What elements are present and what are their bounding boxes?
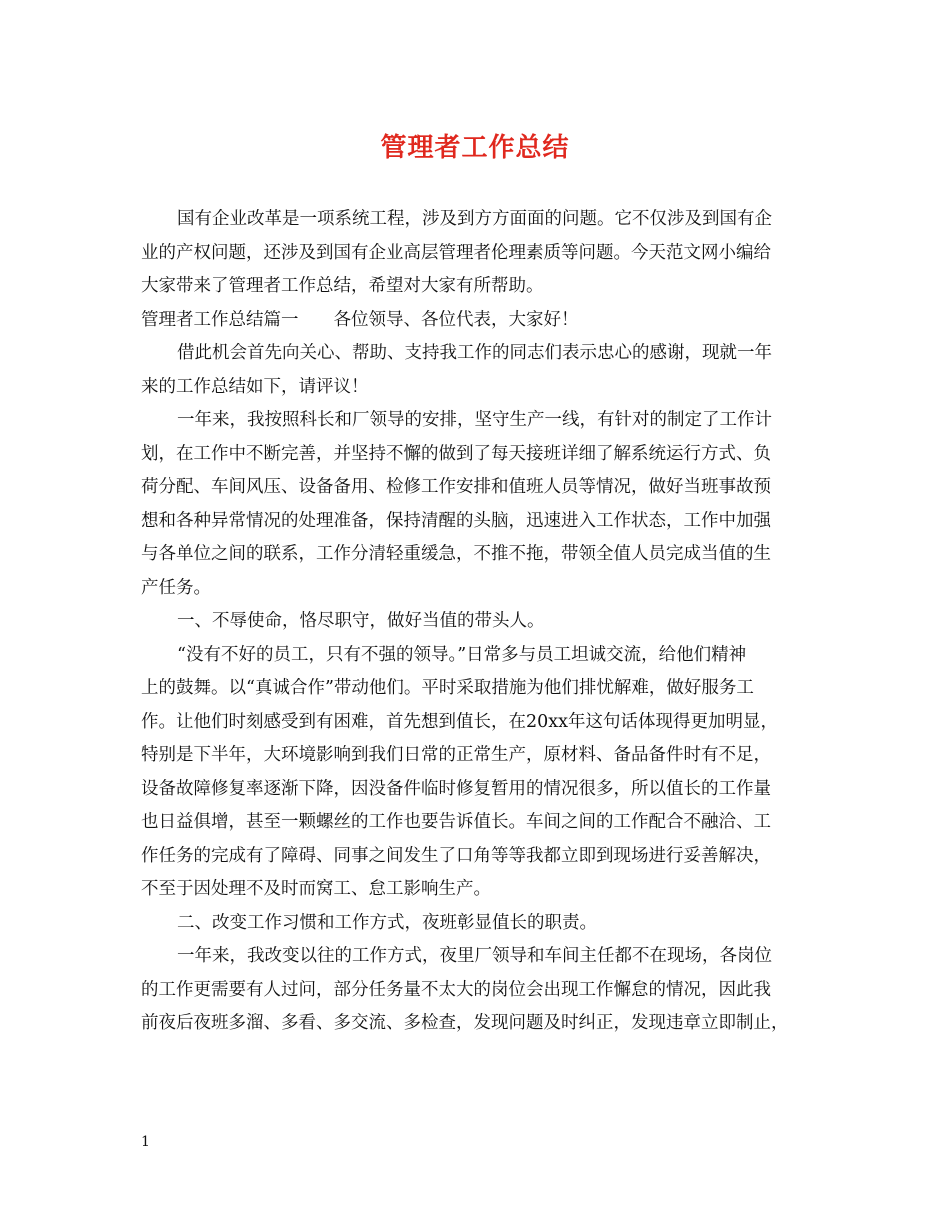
text-line: “没有不好的员工，只有不强的领导。”日常多与员工坦诚交流，给他们精神 [177, 644, 747, 665]
text-line: 大家带来了管理者工作总结，希望对大家有所帮助。 [141, 276, 544, 296]
document-body [141, 203, 821, 1041]
text-line: 前夜后夜班多溜、多看、多交流、多检查，发现问题及时纠正，发现违章立即制止， [141, 1013, 789, 1033]
text-line: 产任务。 [141, 577, 211, 598]
text-line: 也日益俱增，甚至一颗螺丝的工作也要告诉值长。车间之间的工作配合不融洽、工 [141, 812, 771, 832]
text-line: 作。让他们时刻感受到有困难，首先想到值长，在20xx年这句话体现得更加明显， [141, 711, 779, 732]
text-line: 作任务的完成有了障碍、同事之间发生了口角等等我都立即到现场进行妥善解决， [141, 845, 771, 866]
text-line: 划，在工作中不断完善，并坚持不懈的做到了每天接班详细了解系统运行方式、负 [141, 443, 771, 464]
text-line: 与各单位之间的联系，工作分清轻重缓急，不推不拖，带领全值人员完成当值的生 [141, 544, 771, 564]
text-line: 一年来，我改变以往的工作方式，夜里厂领导和车间主任都不在现场，各岗位 [177, 946, 772, 966]
subheading-line: 二、改变工作习惯和工作方式，夜班彰显值长的职责。 [177, 912, 597, 933]
text-line: 不至于因处理不及时而窝工、怠工影响生产。 [141, 879, 491, 899]
text-line: 想和各种异常情况的处理准备，保持清醒的头脑，迅速进入工作状态，工作中加强 [141, 510, 771, 531]
page-number: 1 [141, 1134, 150, 1150]
text-line: 来的工作总结如下，请评议！ [141, 376, 369, 397]
text-line: 借此机会首先向关心、帮助、支持我工作的同志们表示忠心的感谢，现就一年 [177, 343, 772, 363]
text-line: 的工作更需要有人过问，部分任务量不太大的岗位会出现工作懈怠的情况，因此我 [141, 979, 771, 1000]
text-line: 国有企业改革是一项系统工程，涉及到方方面面的问题。它不仅涉及到国有企 [177, 209, 772, 229]
subheading-line: 一、不辱使命，恪尽职守，做好当值的带头人。 [177, 611, 545, 631]
text-line: 上的鼓舞。以“真诚合作”带动他们。平时采取措施为他们排忧解难，做好服务工 [141, 678, 754, 698]
document-title: 管理者工作总结 [380, 133, 570, 163]
text-line: 业的产权问题，还涉及到国有企业高层管理者伦理素质等问题。今天范文网小编给 [141, 242, 771, 263]
section-heading-line: 管理者工作总结篇一 各位领导、各位代表，大家好！ [141, 309, 579, 330]
text-line: 特别是下半年，大环境影响到我们日常的正常生产，原材料、备品备件时有不足， [141, 745, 771, 765]
text-line: 设备故障修复率逐渐下降，因没备件临时修复暂用的情况很多，所以值长的工作量 [141, 778, 771, 799]
text-line: 荷分配、车间风压、设备备用、检修工作安排和值班人员等情况，做好当班事故预 [141, 477, 771, 497]
text-line: 一年来，我按照科长和厂领导的安排，坚守生产一线，有针对的制定了工作计 [177, 410, 772, 430]
